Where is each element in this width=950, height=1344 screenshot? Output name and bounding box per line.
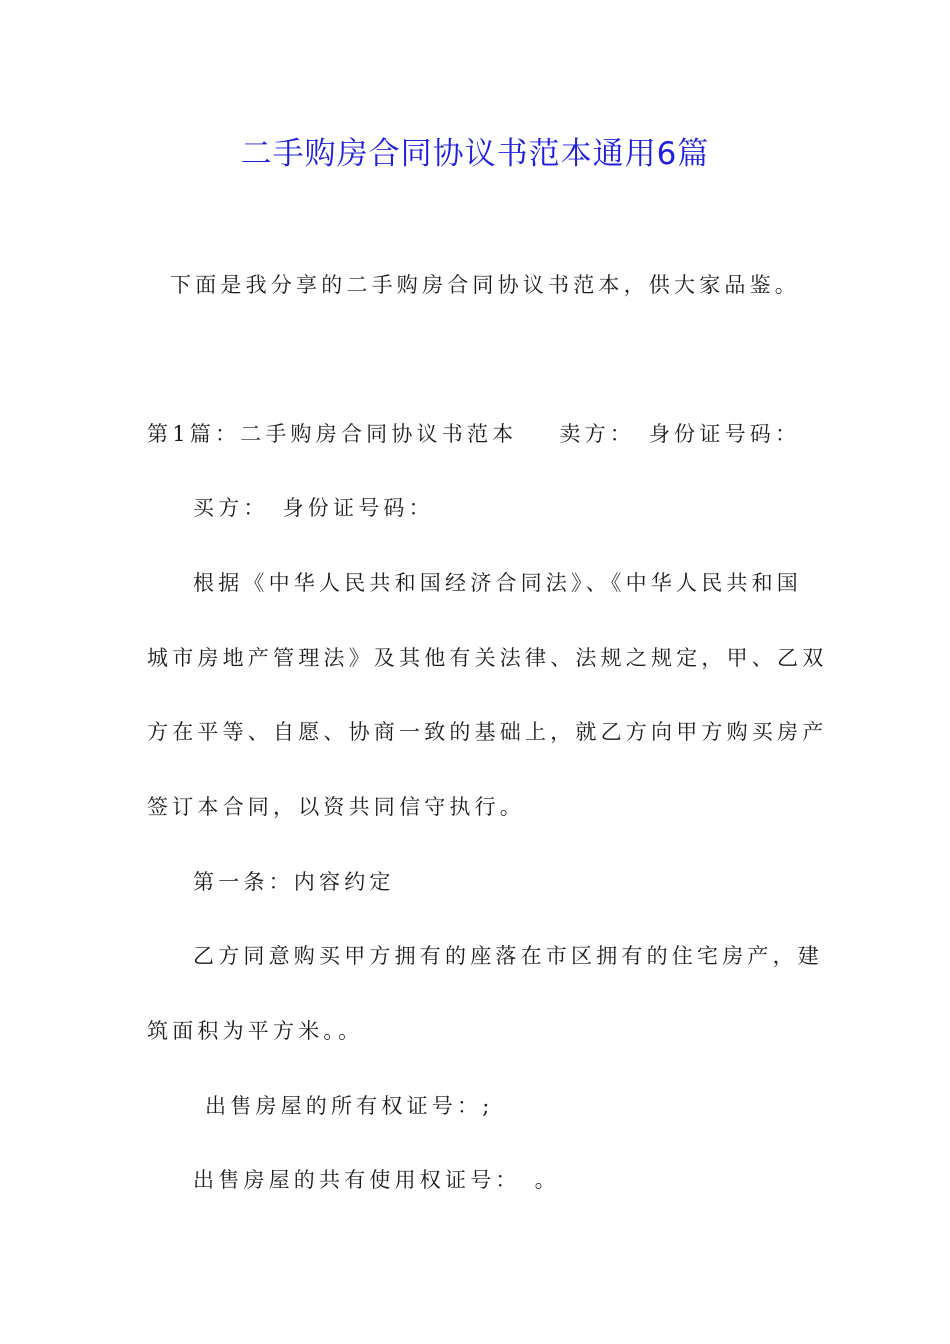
paragraph1-line1: 根据《中华人民共和国经济合同法》、《中华人民共和国	[193, 571, 802, 595]
paragraph1-line4: 签订本合同，以资共同信守执行。	[147, 795, 525, 819]
buyer-label: 买方：	[193, 496, 269, 520]
paragraph1-line3: 方在平等、自愿、协商一致的基础上，就乙方向甲方购买房产	[147, 720, 828, 744]
buyer-id-label: 身份证号码：	[282, 496, 434, 520]
article1-heading: 第一条：内容约定	[193, 870, 395, 894]
paragraph1-line2: 城市房地产管理法》及其他有关法律、法规之规定，甲、乙双	[147, 646, 828, 670]
seller-line	[147, 419, 800, 449]
shared-use-cert-label: 出售房屋的共有使用权证号：	[193, 1168, 521, 1192]
section-heading: 第1篇：二手购房合同协议书范本	[147, 422, 518, 446]
paragraph2-line1: 乙方同意购买甲方拥有的座落在市区拥有的住宅房产，建	[193, 944, 823, 968]
paragraph2-line2: 筑面积为平方米。。	[147, 1019, 364, 1043]
shared-use-cert-line	[193, 1165, 560, 1195]
document-title: 二手购房合同协议书范本通用6篇	[240, 136, 710, 172]
seller-label: 卖方：	[559, 422, 635, 446]
ownership-cert-line: 出售房屋的所有权证号：;	[205, 1094, 494, 1118]
seller-id-label: 身份证号码：	[648, 422, 801, 446]
intro-text: 下面是我分享的二手购房合同协议书范本，供大家品鉴。	[170, 273, 800, 297]
shared-use-cert-end: 。	[534, 1168, 560, 1192]
buyer-line	[193, 493, 434, 523]
